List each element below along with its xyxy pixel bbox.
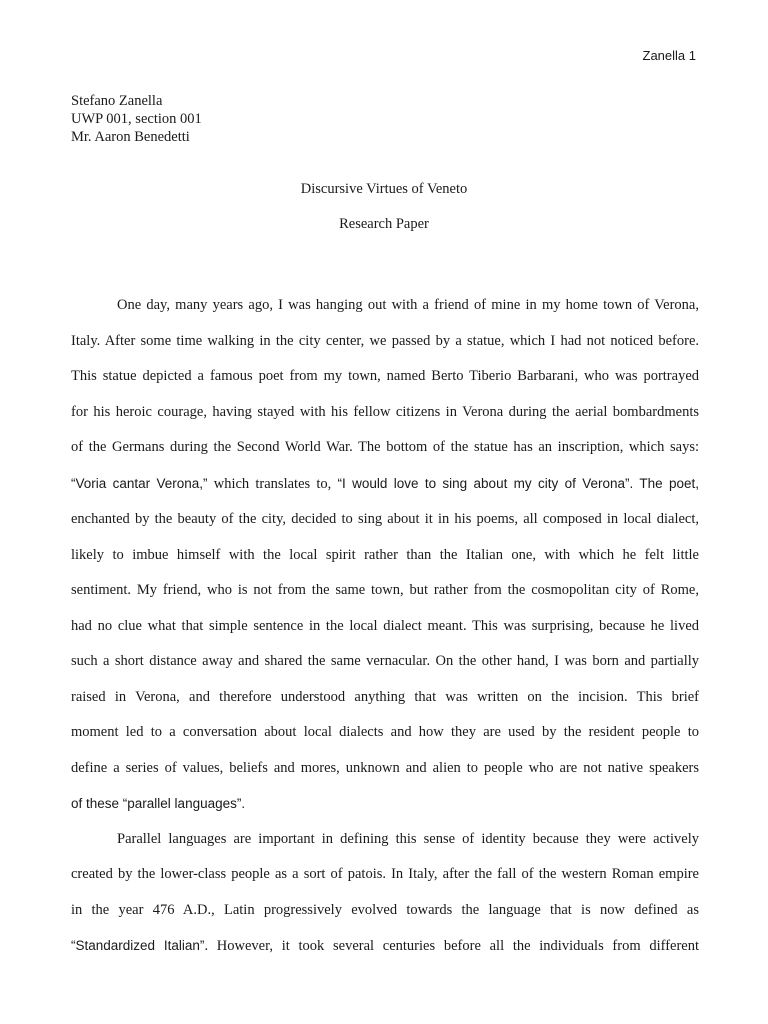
paragraph-1-line-9: sentiment. My friend, who is not from the same town, but rather from the cosmopolitan city of Rome, — [71, 582, 699, 598]
heading-block — [71, 92, 202, 146]
paragraph-2-line-2: created by the lower-class people as a sort of patois. In Italy, after the fall of the western Roman empire — [71, 866, 699, 882]
paragraph-1-last-line: of these “parallel languages”. — [71, 796, 246, 811]
running-head: Zanella 1 — [642, 48, 696, 63]
instructor-name: Mr. Aaron Benedetti — [71, 129, 190, 145]
paragraph-1-line-7: enchanted by the beauty of the city, decided to sing about it in his poems, all composed in local dialect, — [71, 511, 699, 527]
paragraph-1-line-6 — [71, 466, 699, 503]
paragraph-1-line-2: Italy. After some time walking in the city center, we passed by a statue, which I had not noticed before. — [71, 332, 699, 349]
line-6-end: . The poet, — [629, 475, 699, 491]
paragraph-1-line-10: had no clue what that simple sentence in the local dialect meant. This was surprising, because he lived — [71, 617, 699, 634]
line-6-middle: which translates to, — [207, 475, 338, 492]
paragraph-1-line-5: of the Germans during the Second World War. The bottom of the statue has an inscription, which says: — [71, 439, 699, 455]
paragraph-1-line-11: such a short distance away and shared the same vernacular. On the other hand, I was born and partially — [71, 653, 699, 669]
paragraph-1-line-1: One day, many years ago, I was hanging out with a friend of mine in my home town of Verona, — [117, 297, 699, 313]
author-name: Stefano Zanella — [71, 93, 163, 109]
paragraph-1-line-12: raised in Verona, and therefore understood anything that was written on the incision. This brief — [71, 688, 699, 705]
paragraph-1-line-4: for his heroic courage, having stayed with his fellow citizens in Verona during the aerial bombardments — [71, 403, 699, 420]
body-text — [71, 288, 699, 965]
paper-title: Discursive Virtues of Veneto — [300, 181, 468, 197]
paragraph-1-line-13: moment led to a conversation about local dialects and how they are used by the resident people to — [71, 724, 699, 740]
course-info: UWP 001, section 001 — [71, 111, 202, 127]
paragraph-1-line-3: This statue depicted a famous poet from my town, named Berto Tiberio Barbarani, who was portrayed — [71, 368, 699, 384]
paragraph-2-line-4 — [71, 928, 699, 965]
paragraph-1-line-8: likely to imbue himself with the local spirit rather than the Italian one, with which he felt little — [71, 546, 699, 563]
paragraph-2-line-3: in the year 476 A.D., Latin progressively evolved towards the language that is now defined as — [71, 901, 699, 918]
standardized-italian-quote: “Standardized Italian” — [71, 938, 205, 953]
translation-quote: “I would love to sing about my city of Verona” — [337, 475, 630, 491]
paragraph-1-line-14: define a series of values, beliefs and mores, unknown and alien to people who are not native speakers — [71, 759, 699, 776]
paper-subtitle: Research Paper — [339, 216, 429, 232]
line-4-rest: . However, it took several centuries before all the individuals from different — [204, 938, 700, 954]
inscription-quote: “Voria cantar Verona,” — [71, 475, 208, 491]
paragraph-2-line-1: Parallel languages are important in defining this sense of identity because they were actively — [117, 830, 699, 847]
